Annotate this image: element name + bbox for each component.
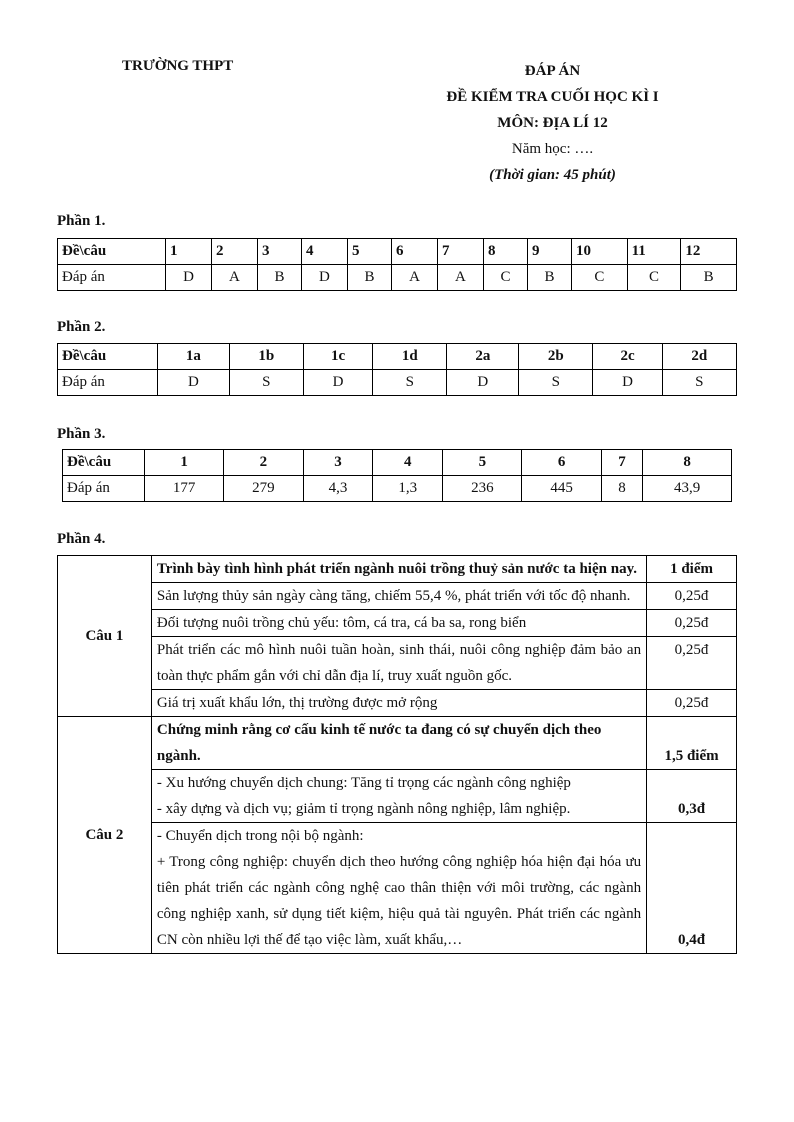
part1-answer-cell: B (681, 265, 737, 291)
cau1-label: Câu 1 (58, 556, 152, 717)
cau1-item-row (58, 690, 737, 717)
part1-question-row (58, 239, 737, 265)
part1-question-cell: 11 (627, 239, 681, 265)
cau2-item-points: 0,3đ (647, 770, 737, 823)
part2-answer-row (58, 370, 737, 396)
cau2-item1-line1: - Xu hướng chuyển dịch chung: Tăng tỉ trọng các ngành công nghiệp (156, 775, 571, 791)
part1-question-cell: 6 (392, 239, 438, 265)
cau1-item-text: Sản lượng thủy sản ngày càng tăng, chiếm 55,4 %, phát triển với tốc độ nhanh. (151, 583, 646, 610)
cau1-heading-row (58, 556, 737, 583)
part1-answer-cell: B (257, 265, 301, 291)
part2-question-cell: 2c (593, 344, 662, 370)
part3-answer-cell: 43,9 (643, 476, 732, 502)
subject-name: MÔN: ĐỊA LÍ 12 (497, 115, 608, 131)
part2-answer-label: Đáp án (58, 370, 158, 396)
part1-question-cell: 2 (211, 239, 257, 265)
part3-question-cell: 6 (522, 450, 601, 476)
part1-question-label: Đề\câu (58, 239, 166, 265)
part3-question-cell: 1 (145, 450, 224, 476)
cau1-item-row (58, 637, 737, 690)
cau1-heading-points: 1 điểm (647, 556, 737, 583)
part1-answer-cell: B (347, 265, 391, 291)
part1-answer-cell: A (437, 265, 483, 291)
part2-answer-cell: D (158, 370, 230, 396)
part4-table (57, 555, 737, 954)
cau1-heading: Trình bày tình hình phát triển ngành nuôi trồng thuỷ sản nước ta hiện nay. (151, 556, 646, 583)
cau1-item-text: Đối tượng nuôi trồng chủ yếu: tôm, cá tra, cá ba sa, rong biển (151, 610, 646, 637)
part1-question-cell: 12 (681, 239, 737, 265)
part2-question-cell: 1d (373, 344, 447, 370)
part1-answer-cell: C (572, 265, 628, 291)
part1-question-cell: 5 (347, 239, 391, 265)
cau2-label: Câu 2 (58, 717, 152, 954)
part3-title: Phần 3. (57, 426, 106, 442)
part3-answer-cell: 8 (601, 476, 643, 502)
cau2-item-points: 0,4đ (647, 823, 737, 954)
part2-question-cell: 1a (158, 344, 230, 370)
part3-answer-cell: 177 (145, 476, 224, 502)
cau1-item-row (58, 610, 737, 637)
exam-subtitle: ĐỀ KIỂM TRA CUỐI HỌC KÌ I (446, 89, 659, 105)
part2-answer-cell: S (229, 370, 303, 396)
part3-question-row (63, 450, 732, 476)
cau1-item-text: Giá trị xuất khẩu lớn, thị trường được mở rộng (151, 690, 646, 717)
school-name: TRƯỜNG THPT (122, 58, 234, 74)
cau1-item-points: 0,25đ (647, 690, 737, 717)
part1-question-cell: 3 (257, 239, 301, 265)
part3-answer-label: Đáp án (63, 476, 145, 502)
part1-answer-row (58, 265, 737, 291)
part3-table (62, 449, 732, 502)
cau2-item-row (58, 770, 737, 823)
part1-answer-cell: A (392, 265, 438, 291)
part1-title: Phần 1. (57, 213, 106, 229)
part2-question-cell: 2d (662, 344, 736, 370)
part2-question-label: Đề\câu (58, 344, 158, 370)
cau1-item-points: 0,25đ (647, 583, 737, 610)
cau2-item2-line2: + Trong công nghiệp: chuyển dịch theo hướng công nghiệp hóa hiện đại hóa ưu tiên phát triển các ngành công nghệ cao thân thiện với môi trường, các ngành công nghiệp xanh, sử dụng tiết kiệm, hiệu quả tài nguyên. Phát triển các ngành CN còn nhiều lợi thế để tạo việc làm, xuất khẩu,… (156, 854, 642, 948)
part3-question-cell: 2 (224, 450, 303, 476)
part3-question-cell: 4 (373, 450, 443, 476)
part2-question-cell: 1c (303, 344, 372, 370)
part1-question-cell: 10 (572, 239, 628, 265)
cau2-item-text (151, 770, 646, 823)
part1-question-cell: 9 (527, 239, 571, 265)
part3-answer-cell: 4,3 (303, 476, 373, 502)
cau2-item-row (58, 823, 737, 954)
part2-question-cell: 2b (519, 344, 593, 370)
part1-table (57, 238, 737, 291)
cau2-heading-points: 1,5 điểm (647, 717, 737, 770)
cau1-item-row (58, 583, 737, 610)
cau2-heading-row (58, 717, 737, 770)
part1-answer-cell: D (166, 265, 212, 291)
cau2-heading: Chứng minh rằng cơ cấu kinh tế nước ta đang có sự chuyển dịch theo ngành. (151, 717, 646, 770)
cau1-item-points: 0,25đ (647, 637, 737, 690)
part2-answer-cell: D (303, 370, 372, 396)
answer-key-title: ĐÁP ÁN (524, 63, 581, 79)
part2-answer-cell: D (447, 370, 519, 396)
part3-answer-cell: 279 (224, 476, 303, 502)
part1-question-cell: 8 (483, 239, 527, 265)
part2-answer-cell: D (593, 370, 662, 396)
part3-question-label: Đề\câu (63, 450, 145, 476)
part2-table (57, 343, 737, 396)
cau2-item1-line2: - xây dựng và dịch vụ; giảm tỉ trọng ngành nông nghiệp, lâm nghiệp. (156, 801, 571, 817)
part1-answer-cell: C (627, 265, 681, 291)
part1-answer-cell: C (483, 265, 527, 291)
school-year: Năm học: …. (511, 141, 594, 157)
part1-answer-label: Đáp án (58, 265, 166, 291)
part2-answer-cell: S (519, 370, 593, 396)
part1-answer-cell: D (301, 265, 347, 291)
part1-answer-cell: B (527, 265, 571, 291)
part2-title: Phần 2. (57, 319, 106, 335)
cau2-item-text (151, 823, 646, 954)
part4-title: Phần 4. (57, 531, 106, 547)
part2-question-cell: 1b (229, 344, 303, 370)
part3-answer-cell: 445 (522, 476, 601, 502)
part2-answer-cell: S (373, 370, 447, 396)
part3-answer-cell: 1,3 (373, 476, 443, 502)
cau2-item2-line1: - Chuyển dịch trong nội bộ ngành: (156, 828, 364, 844)
part3-question-cell: 3 (303, 450, 373, 476)
cau1-item-points: 0,25đ (647, 610, 737, 637)
part1-question-cell: 1 (166, 239, 212, 265)
part2-question-cell: 2a (447, 344, 519, 370)
cau1-item-text: Phát triển các mô hình nuôi tuần hoàn, sinh thái, nuôi công nghiệp đảm bảo an toàn thực phẩm gắn với chỉ dẫn địa lí, truy xuất nguồn gốc. (151, 637, 646, 690)
part3-question-cell: 7 (601, 450, 643, 476)
exam-time: (Thời gian: 45 phút) (489, 167, 616, 183)
part1-answer-cell: A (211, 265, 257, 291)
part1-question-cell: 4 (301, 239, 347, 265)
part2-answer-cell: S (662, 370, 736, 396)
part3-question-cell: 8 (643, 450, 732, 476)
exam-header (395, 58, 710, 188)
part3-question-cell: 5 (443, 450, 522, 476)
part3-answer-cell: 236 (443, 476, 522, 502)
part3-answer-row (63, 476, 732, 502)
part2-question-row (58, 344, 737, 370)
part1-question-cell: 7 (437, 239, 483, 265)
